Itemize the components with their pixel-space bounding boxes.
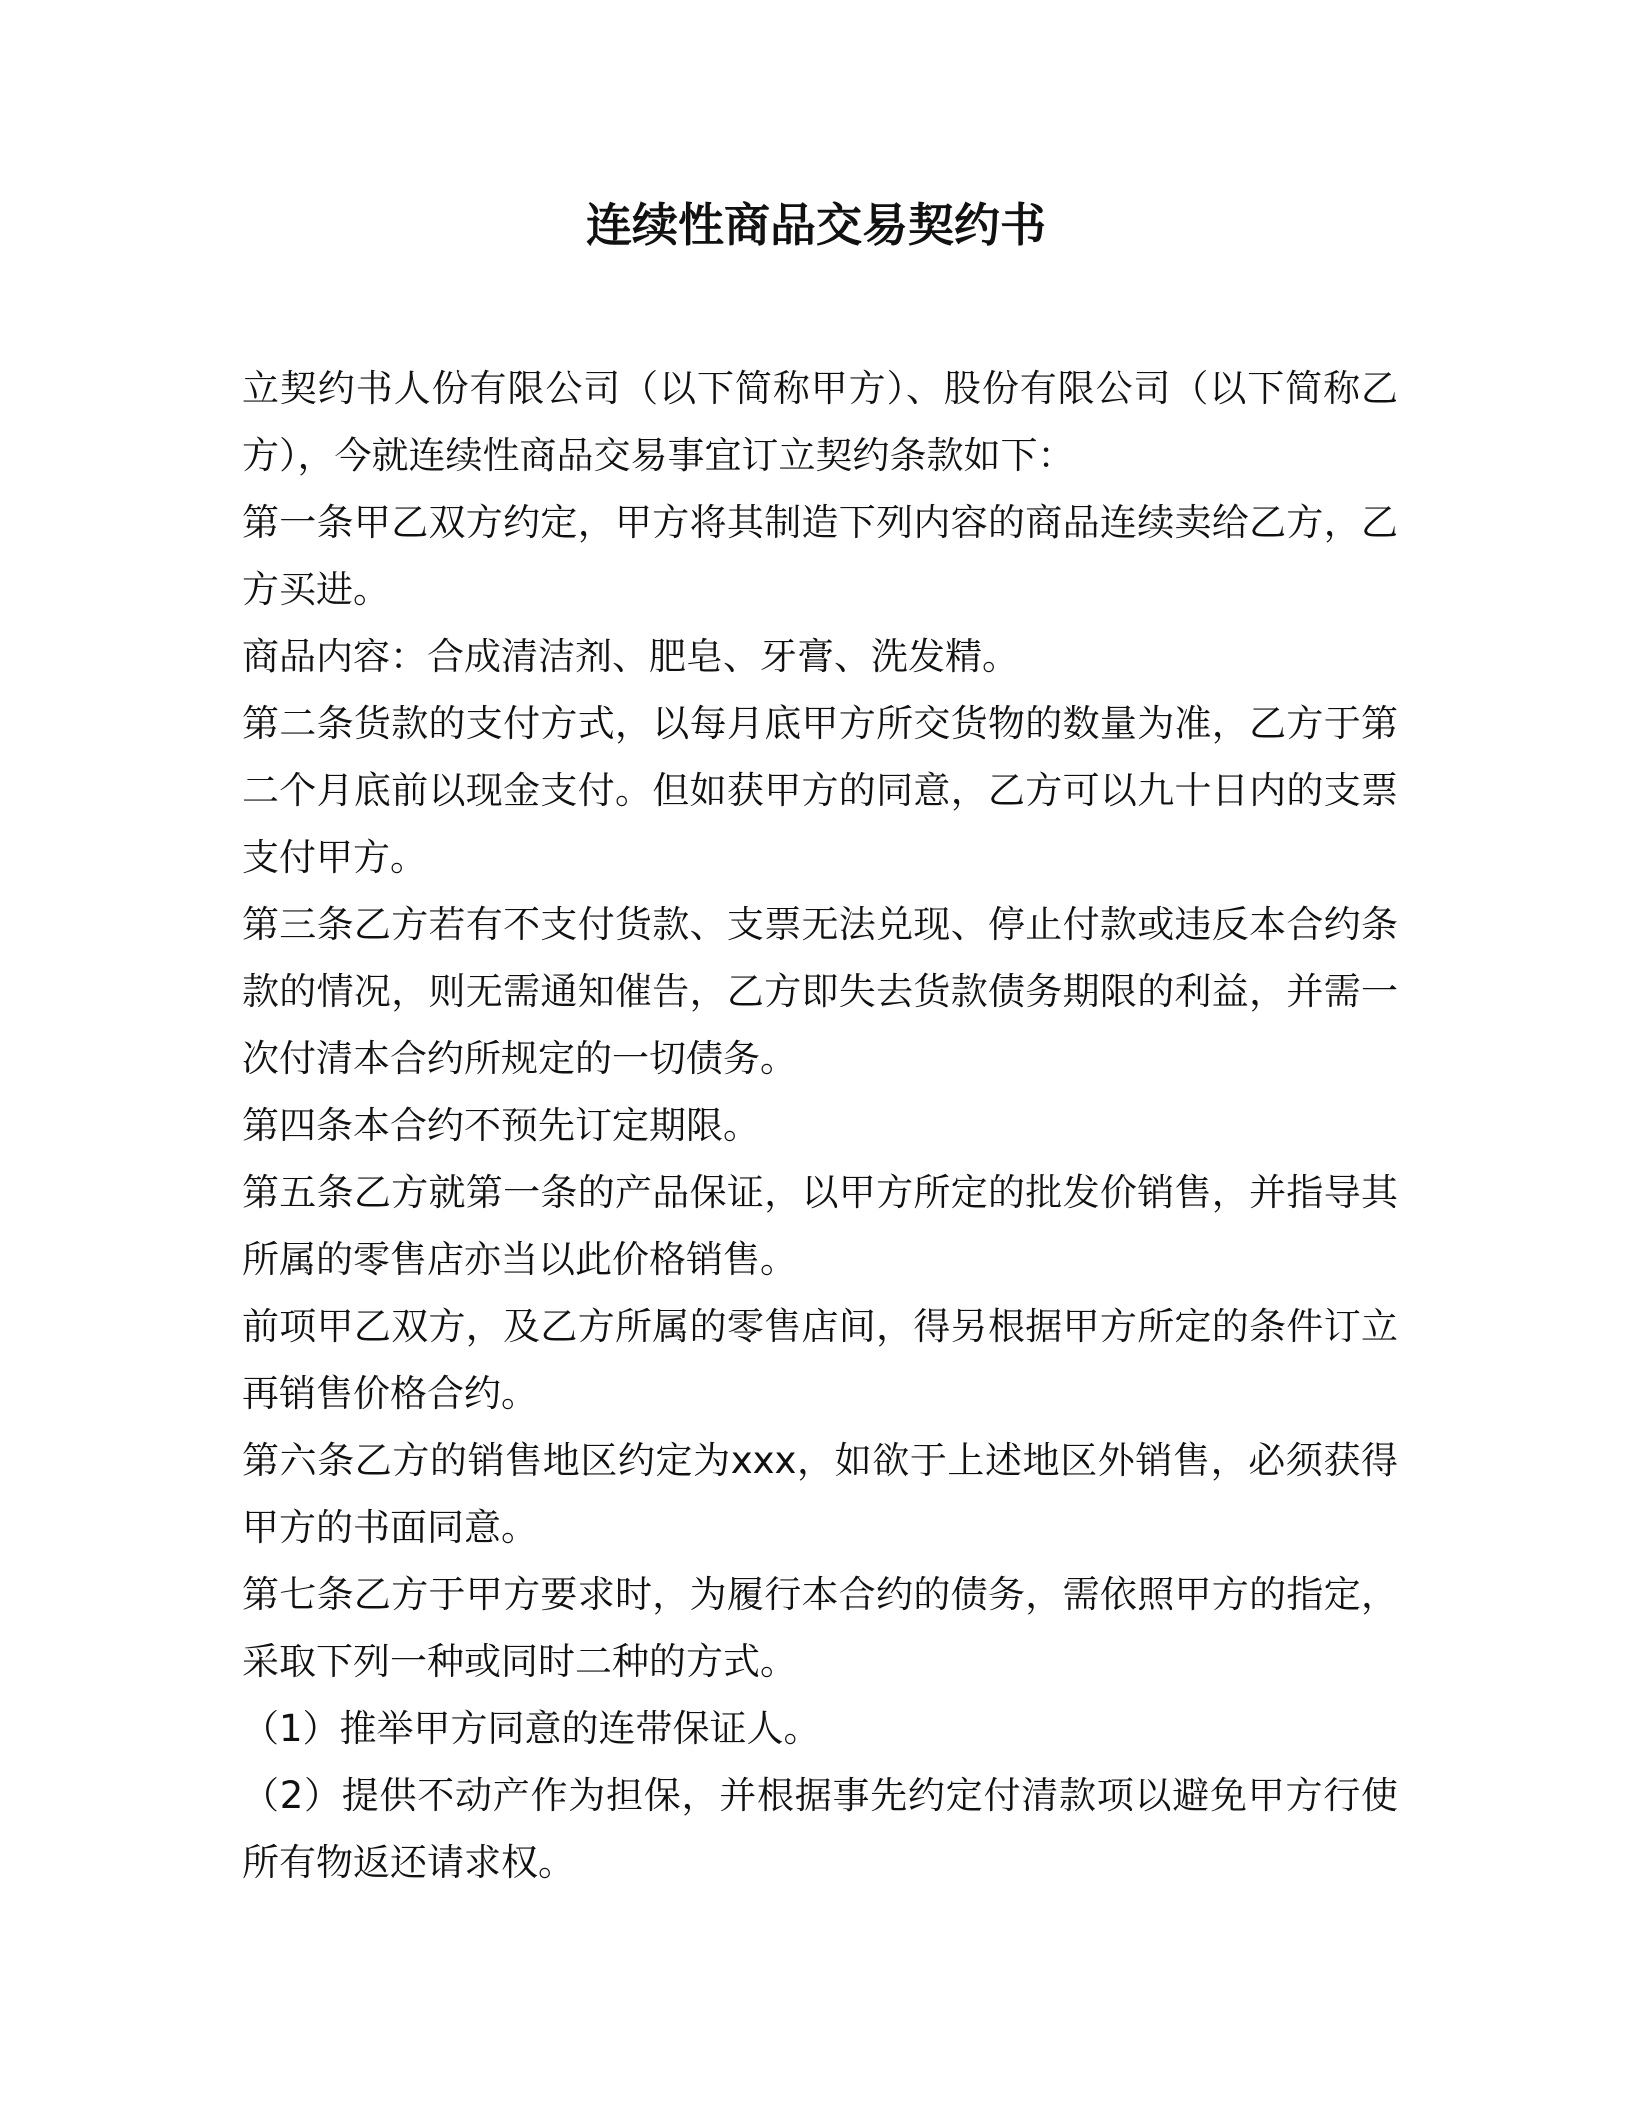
document-body [242, 355, 1398, 1896]
article-7-paragraph: 第七条乙方于甲方要求时，为履行本合约的债务，需依照甲方的指定，采取下列一种或同时二种的方式。 [242, 1573, 1398, 1683]
article-1-paragraph: 第一条甲乙双方约定，甲方将其制造下列内容的商品连续卖给乙方，乙方买进。 [242, 501, 1398, 611]
goods-content-paragraph: 商品内容：合成清洁剂、肥皂、牙膏、洗发精。 [242, 635, 1019, 678]
article-7-item-2: （2）提供不动产作为担保，并根据事先约定付清款项以避免甲方行使所有物返还请求权。 [242, 1774, 1398, 1884]
article-2-paragraph: 第二条货款的支付方式，以每月底甲方所交货物的数量为准，乙方于第二个月底前以现金支付。但如获甲方的同意，乙方可以九十日内的支票支付甲方。 [242, 702, 1398, 879]
article-3-paragraph: 第三条乙方若有不支付货款、支票无法兑现、停止付款或违反本合约条款的情况，则无需通知催告，乙方即失去货款债务期限的利益，并需一次付清本合约所规定的一切债务。 [242, 903, 1398, 1080]
article-5-paragraph: 第五条乙方就第一条的产品保证，以甲方所定的批发价销售，并指导其所属的零售店亦当以此价格销售。 [242, 1171, 1398, 1281]
preamble-paragraph: 立契约书人份有限公司（以下简称甲方）、股份有限公司（以下简称乙方），今就连续性商品交易事宜订立契约条款如下： [242, 367, 1398, 477]
article-5-supplement-paragraph: 前项甲乙双方，及乙方所属的零售店间，得另根据甲方所定的条件订立再销售价格合约。 [242, 1305, 1398, 1415]
article-7-item-1: （1）推举甲方同意的连带保证人。 [242, 1707, 821, 1750]
article-4-paragraph: 第四条本合约不预先订定期限。 [242, 1104, 760, 1147]
article-6-paragraph: 第六条乙方的销售地区约定为xxx，如欲于上述地区外销售，必须获得甲方的书面同意。 [242, 1439, 1398, 1549]
document-title: 连续性商品交易契约书 [586, 198, 1046, 252]
